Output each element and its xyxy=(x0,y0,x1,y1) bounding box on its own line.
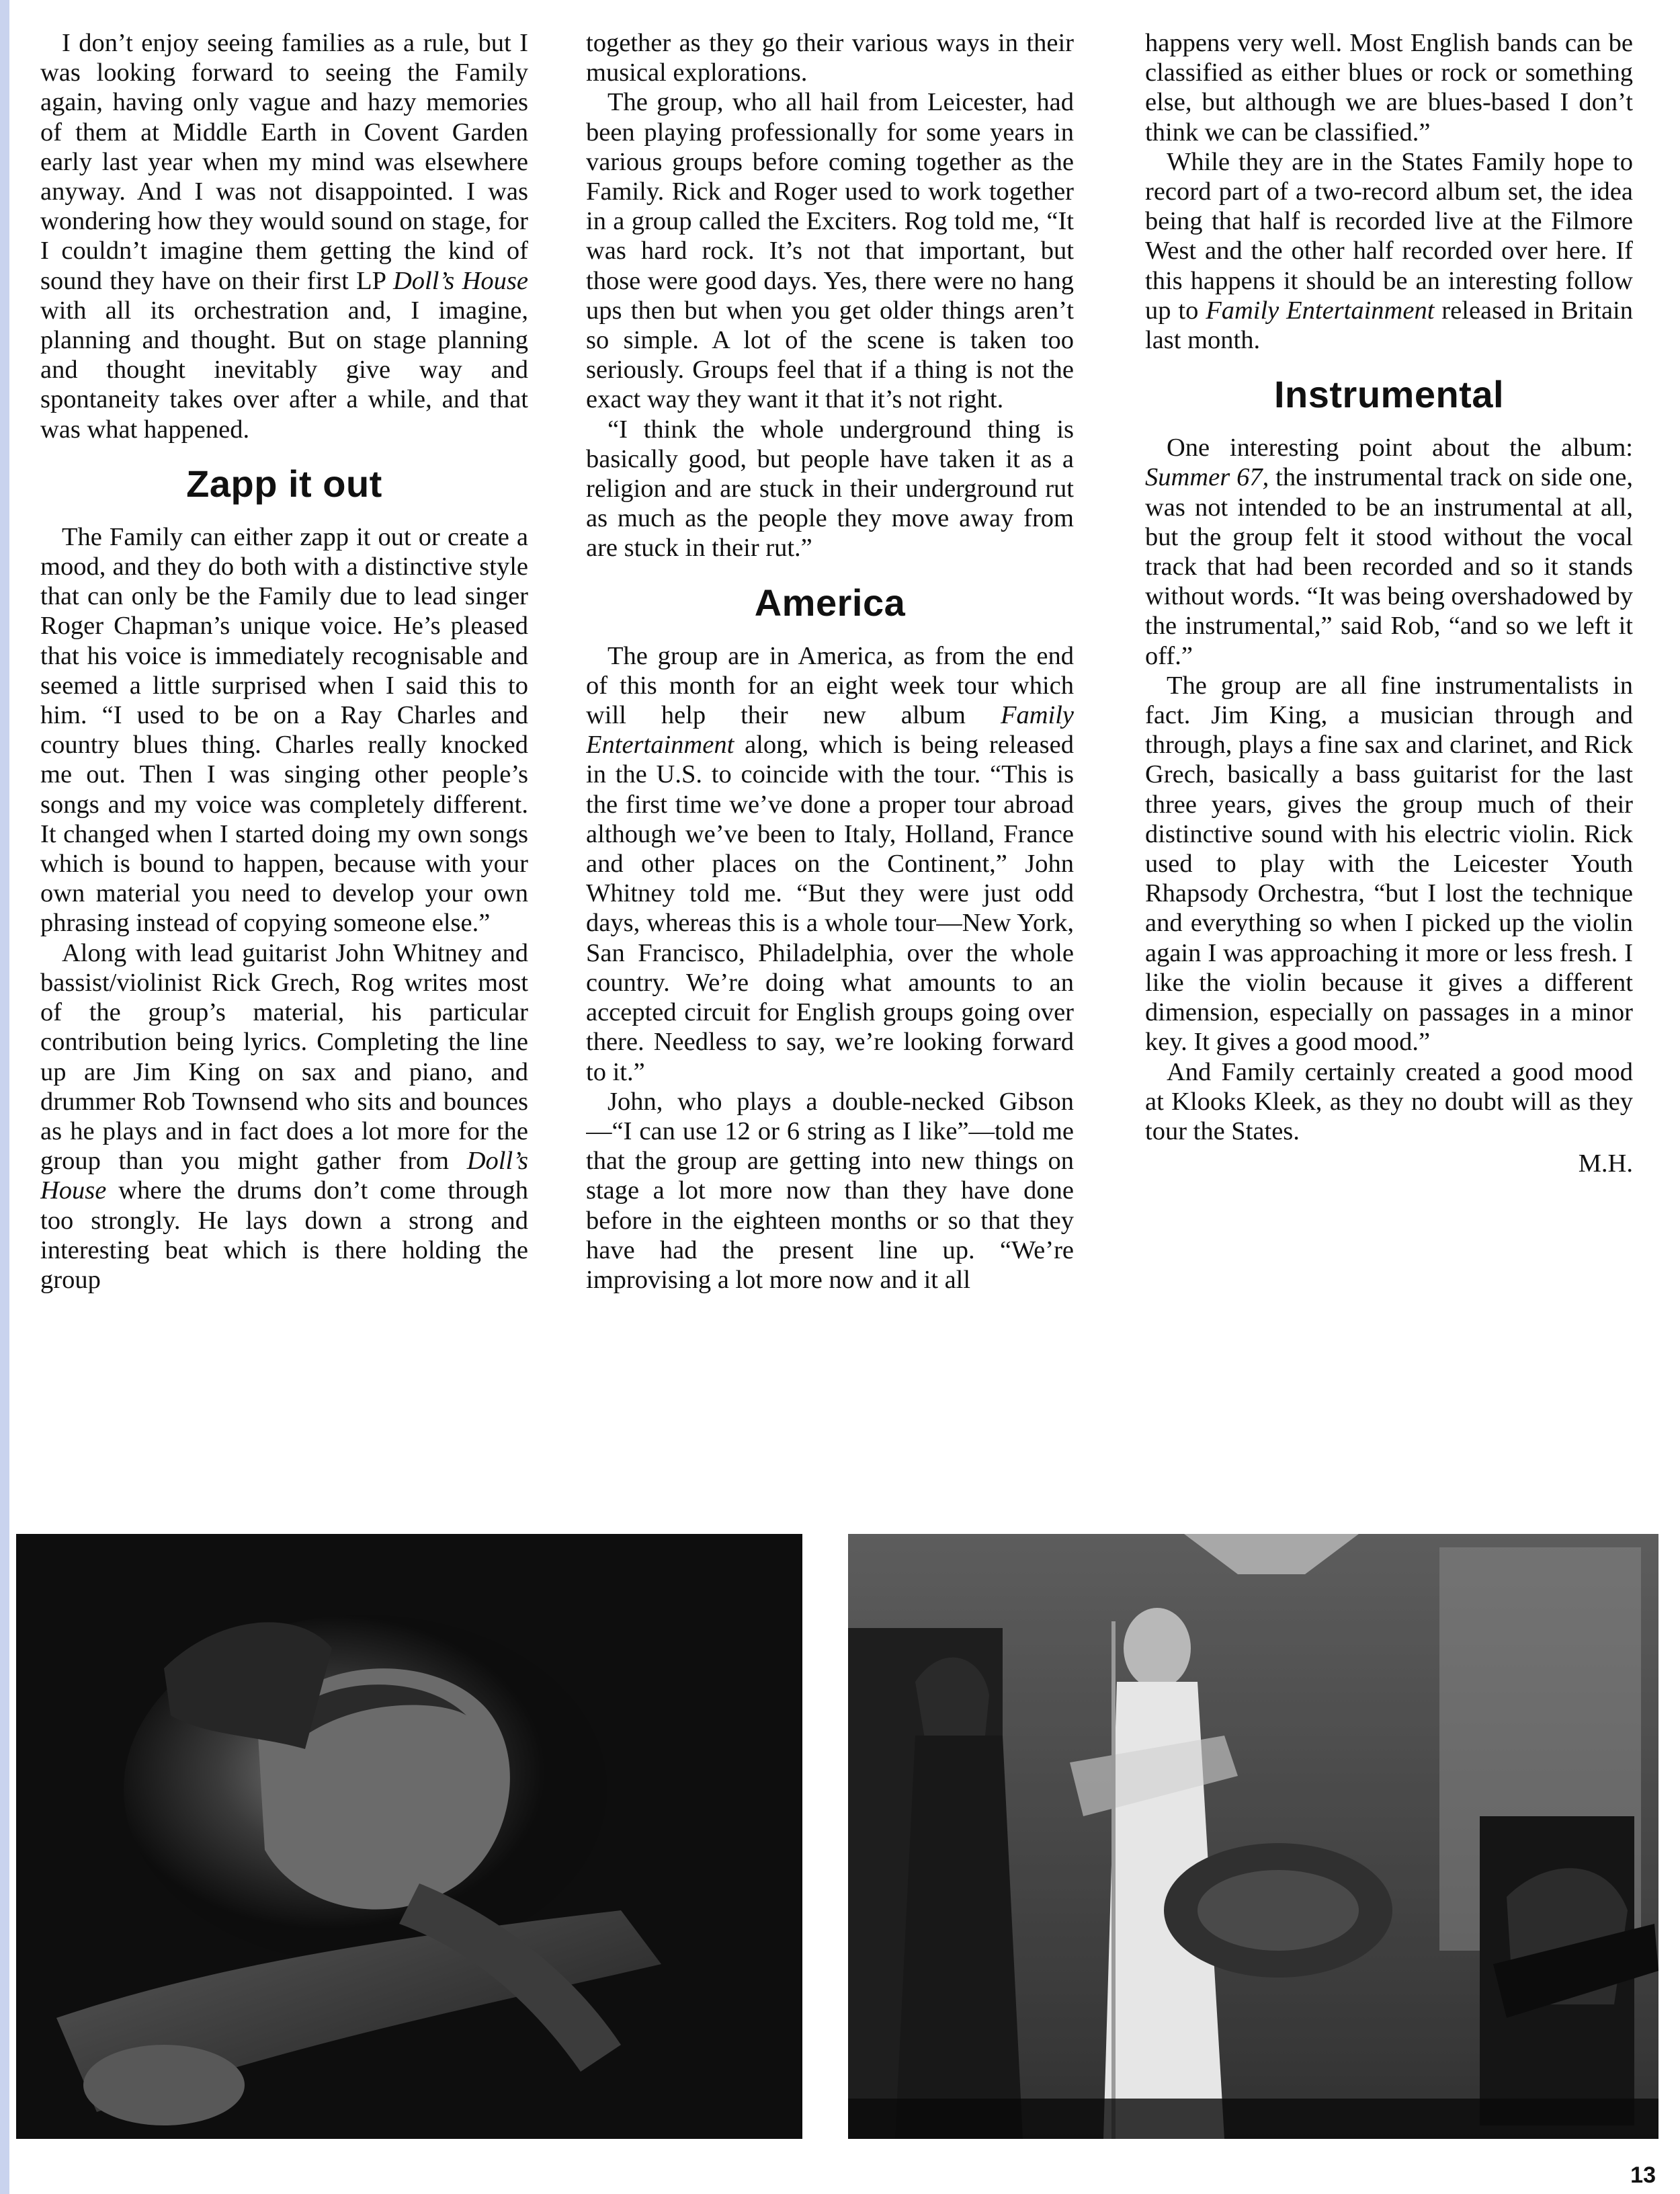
article-column-2 xyxy=(586,28,1074,1500)
page-number: 13 xyxy=(1630,2162,1656,2188)
paragraph: The Family can either zapp it out or create a mood, and they do both with a distinctive style that can only be the Family due to lead singer Roger Chapman’s unique voice. He’s pleased that his voice is immediately recognisable and seemed a little surprised when I said this to him. “I used to be on a Ray Charles and country blues thing. Charles really knocked me out. Then I was singing other people’s songs and my voice was completely different. It changed when I started doing my own songs which is bound to happen, because with your own material you need to develop your own phrasing instead of copying someone else.” xyxy=(40,522,528,938)
paragraph: While they are in the States Family hope to record part of a two-record album set, the idea being that half is recorded live at the Filmore West and the other half recorded over here. If this happens it should be an interesting follow up to Family Entertainment released in Britain last month. xyxy=(1145,147,1633,355)
paragraph: One interesting point about the album: Summer 67, the instrumental track on side one, was not intended to be an instrumental at all, but the group felt it stood without the vocal track that had been recorded and so it stands without words. “It was being overshadowed by the instrumental,” said Rob, “and so we left it off.” xyxy=(1145,434,1633,670)
paragraph: John, who plays a double-necked Gibson—“I can use 12 or 6 string as I like”—told me that the group are getting into new things on stage a lot more now than they have done before in the eighteen months or so that they have had the present line up. “We’re improvising a lot more now and it all xyxy=(586,1087,1074,1294)
photo-band-on-stage xyxy=(848,1534,1658,2139)
section-heading-instrumental: Instrumental xyxy=(1273,373,1505,416)
article-column-3 xyxy=(1145,28,1633,1500)
author-signature: M.H. xyxy=(1578,1149,1633,1178)
paragraph: “I think the whole underground thing is basically good, but people have taken it as a religion and are stuck in their underground rut as much as the people they move away from are stuck in their rut.” xyxy=(586,415,1074,563)
photo-violinist xyxy=(16,1534,802,2139)
photo-band-on-stage-image xyxy=(848,1534,1658,2139)
paragraph: Along with lead guitarist John Whitney and bassist/violinist Rick Grech, Rog writes most of the group’s material, his particular contribution being lyrics. Completing the line up are Jim King on sax and piano, and drummer Rob Townsend who sits and bounces as he plays and in fact does a lot more for the group than you might gather from Doll’s House where the drums don’t come through too strongly. He lays down a strong and interesting beat which is there holding the group xyxy=(40,938,528,1294)
paragraph: I don’t enjoy seeing families as a rule, but I was looking forward to seeing the Family again, having only vague and hazy memories of them at Middle Earth in Covent Garden early last year when my mind was elsewhere anyway. And I was not disappointed. I was wondering how they would sound on stage, for I couldn’t imagine them getting the kind of sound they have on their first LP Doll’s House with all its orchestration and, I imagine, planning and thought. But on stage planning and thought inevitably give way and spontaneity takes over after a while, and that was what happened. xyxy=(40,29,528,444)
section-heading-zapp-it-out: Zapp it out xyxy=(186,462,382,505)
paragraph: together as they go their various ways in their musical explorations. xyxy=(586,29,1074,87)
paragraph: The group, who all hail from Leicester, had been playing professionally for some years in various groups before coming together as the Family. Rick and Roger used to work together in a group called the Exciters. Rog told me, “It was hard rock. It’s not that important, but those were good days. Yes, there were no hang ups then but when you get older things aren’t so simple. A lot of the scene is taken too seriously. Groups feel that if a thing is not the exact way they want it that it’s not right. xyxy=(586,88,1074,414)
paragraph: And Family certainly created a good mood at Klooks Kleek, as they no doubt will as they tour the States. xyxy=(1145,1057,1633,1145)
section-heading-america: America xyxy=(754,581,906,624)
magazine-page xyxy=(16,0,1680,2194)
photo-violinist-image xyxy=(16,1534,802,2139)
paragraph: The group are in America, as from the end of this month for an eight week tour which will help their new album Family Entertainment along, which is being released in the U.S. to coincide with the tour. “This is the first time we’ve done a proper tour abroad although we’ve been to Italy, Holland, France and other places on the Continent,” John Whitney told me. “But they were just odd days, whereas this is a whole tour—New York, San Francisco, Philadelphia, over the whole country. We’re doing what amounts to an accepted circuit for English groups going over there. Needless to say, we’re looking forward to it.” xyxy=(586,641,1074,1086)
paragraph: happens very well. Most English bands can be classified as either blues or rock or something else, but although we are blues-based I don’t think we can be classified.” xyxy=(1145,29,1633,147)
article-column-1 xyxy=(40,28,528,1500)
paragraph: The group are all fine instrumentalists in fact. Jim King, a musician through and through, plays a fine sax and clarinet, and Rick Grech, basically a bass guitarist for the last three years, gives the group much of their distinctive sound with his electric violin. Rick used to play with the Leicester Youth Rhapsody Orchestra, “but I lost the technique and everything so when I picked up the violin again I was approaching it more or less fresh. I like the violin because it gives a different dimension, especially on passages in a minor key. It gives a good mood.” xyxy=(1145,671,1633,1057)
scan-edge xyxy=(0,0,9,2194)
